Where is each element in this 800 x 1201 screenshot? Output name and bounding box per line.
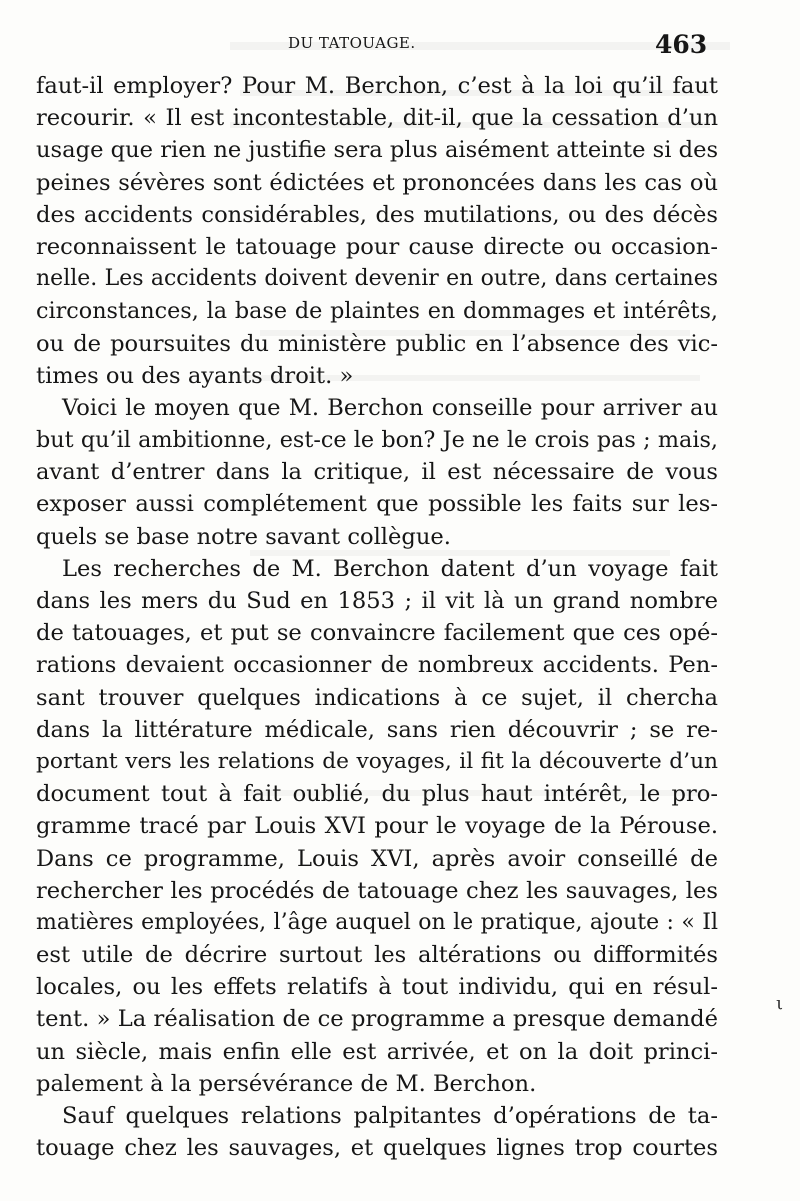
text-line: dans les mers du Sud en 1853 ; il vit là un grand nombre [36, 588, 718, 614]
text-line: rechercher les procédés de tatouage chez les sauvages, les [36, 877, 718, 904]
text-line: ou de poursuites du ministère public en l’absence des vic- [36, 330, 718, 357]
text-line: usage que rien ne justifie sera plus aisément atteinte si des [36, 137, 718, 164]
text-line: portant vers les relations de voyages, il fit la découverte d’un [36, 748, 718, 774]
text-line: rations devaient occasionner de nombreux accidents. Pen- [36, 652, 718, 679]
text-line: palement à la persévérance de M. Berchon. [36, 1070, 537, 1097]
paragraph [36, 70, 718, 392]
text-line: matières employées, l’âge auquel on le pratique, ajoute : « Il [36, 909, 718, 935]
stray-ink-mark: ι [776, 993, 784, 1014]
page-number: 463 [655, 30, 708, 59]
text-line: tent. » La réalisation de ce programme a presque demandé [36, 1006, 718, 1033]
text-line: exposer aussi complétement que possible les faits sur les- [36, 491, 718, 518]
paragraph [36, 553, 718, 1100]
text-line: Sauf quelques relations palpitantes d’opérations de ta- [62, 1103, 718, 1129]
text-line: un siècle, mais enfin elle est arrivée, et on la doit princi- [36, 1038, 718, 1065]
text-line: document tout à fait oublié, du plus haut intérêt, le pro- [36, 781, 718, 808]
paragraph [36, 1100, 718, 1164]
running-title: DU TATOUAGE. [288, 34, 416, 52]
text-line: sant trouver quelques indications à ce sujet, il chercha [36, 684, 718, 711]
text-line: Les recherches de M. Berchon datent d’un voyage fait [62, 555, 718, 582]
text-line: gramme tracé par Louis XVI pour le voyage de la Pérouse. [36, 813, 718, 840]
text-line: de tatouages, et put se convaincre facilement que ces opé- [36, 620, 718, 647]
text-line: but qu’il ambitionne, est-ce le bon? Je ne le crois pas ; mais, [36, 427, 718, 454]
text-line: peines sévères sont édictées et prononcées dans les cas où [36, 169, 718, 196]
text-line: locales, ou les effets relatifs à tout individu, qui en résul- [36, 974, 718, 1001]
text-line: dans la littérature médicale, sans rien découvrir ; se re- [36, 716, 718, 743]
text-line: reconnaissent le tatouage pour cause directe ou occasion- [36, 233, 718, 260]
paragraph [36, 392, 718, 553]
text-line: avant d’entrer dans la critique, il est nécessaire de vous [36, 459, 718, 486]
text-line: times ou des ayants droit. » [36, 362, 354, 389]
text-line: nelle. Les accidents doivent devenir en outre, dans certaines [36, 266, 718, 292]
text-line: quels se base notre savant collègue. [36, 523, 451, 550]
text-line: circonstances, la base de plaintes en dommages et intérêts, [36, 298, 718, 325]
text-line: est utile de décrire surtout les altérations ou difformités [36, 942, 718, 969]
body-text [36, 70, 718, 1164]
running-header [0, 30, 800, 60]
text-line: recourir. « Il est incontestable, dit-il, que la cessation d’un [36, 105, 718, 132]
text-line: Dans ce programme, Louis XVI, après avoir conseillé de [36, 845, 718, 872]
text-line: touage chez les sauvages, et quelques lignes trop courtes [36, 1135, 718, 1162]
text-line: Voici le moyen que M. Berchon conseille pour arriver au [62, 394, 718, 421]
text-line: des accidents considérables, des mutilations, ou des décès [36, 201, 718, 228]
text-line: faut-il employer? Pour M. Berchon, c’est à la loi qu’il faut [36, 73, 718, 99]
